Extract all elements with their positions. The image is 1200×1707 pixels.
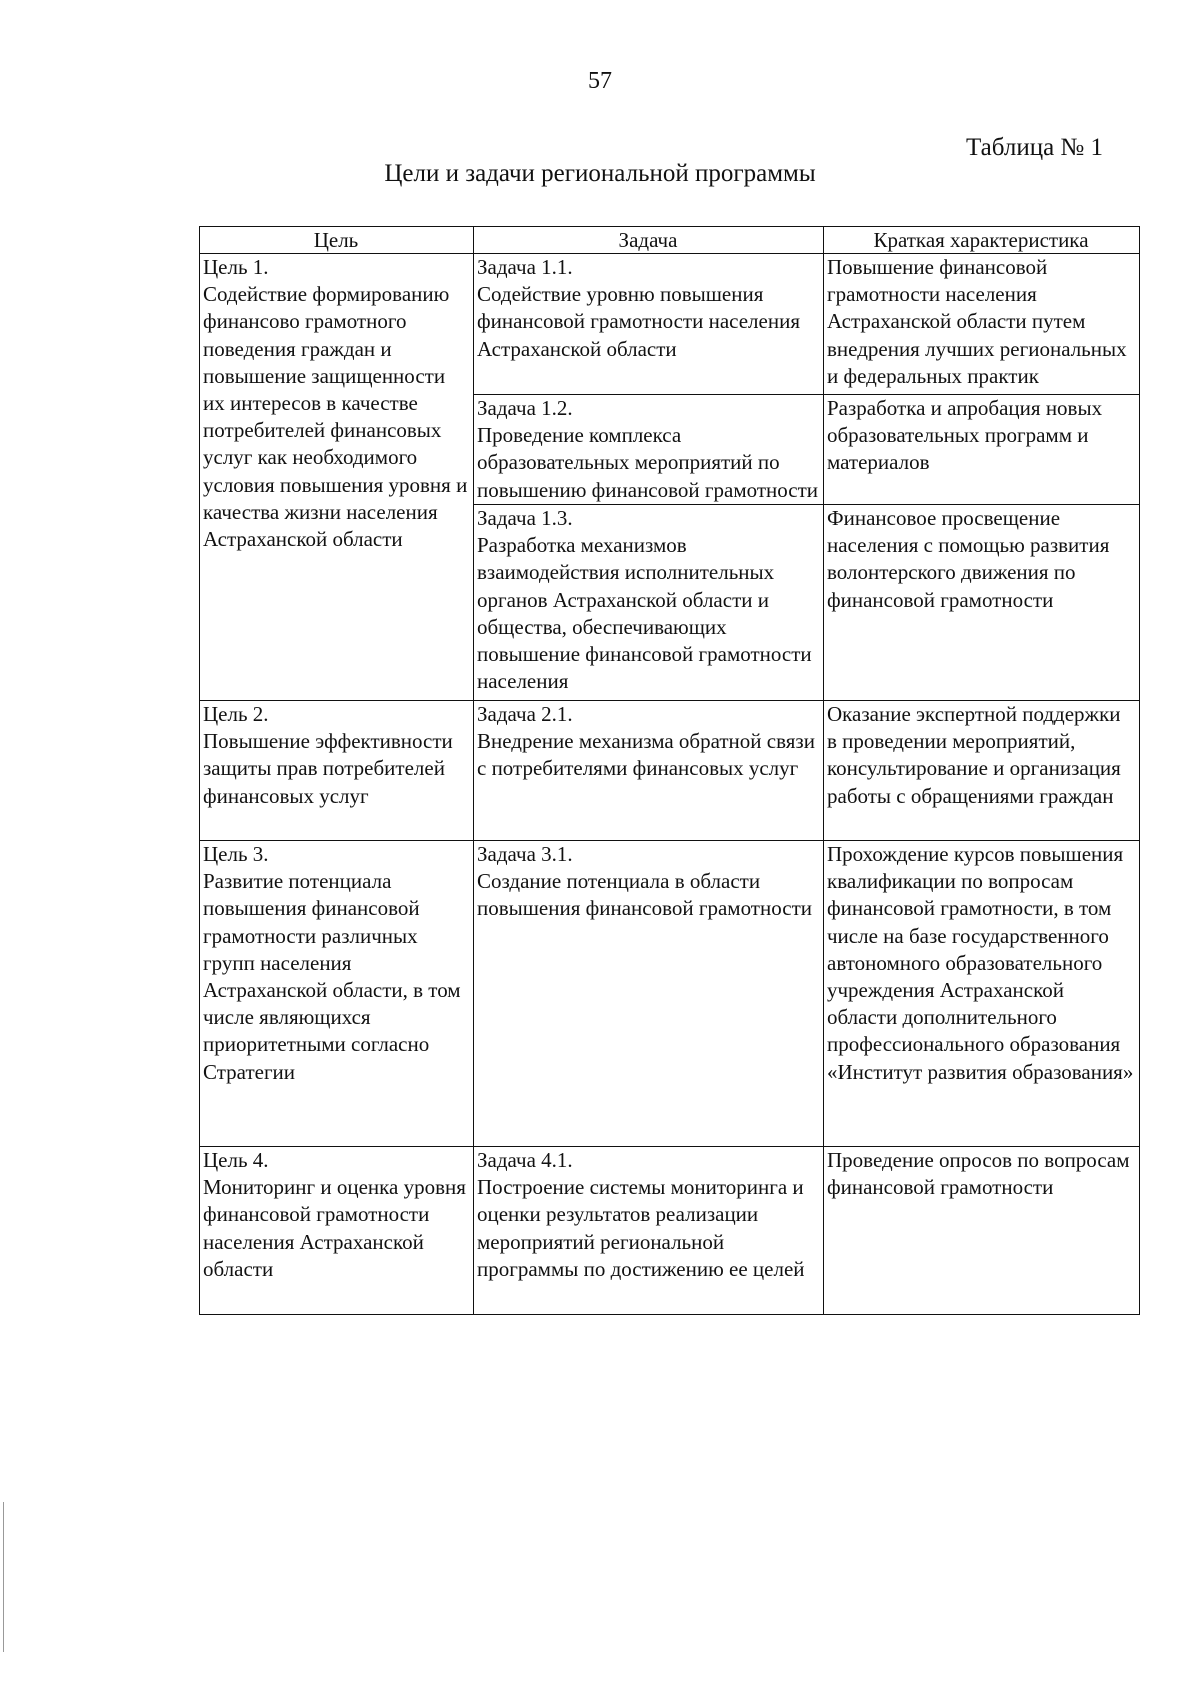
task-text: Создание потенциала в области повышения финансовой грамотности xyxy=(477,869,812,921)
goal-label: Цель 4. xyxy=(203,1148,269,1172)
table-row xyxy=(200,841,1140,1147)
task-cell xyxy=(474,701,824,841)
task-label: Задача 2.1. xyxy=(477,702,573,726)
column-header-task: Задача xyxy=(474,227,824,254)
task-cell xyxy=(474,395,824,505)
table-row xyxy=(200,254,1140,395)
task-label: Задача 1.2. xyxy=(477,396,573,420)
goal-text: Повышение эффективности защиты прав потребителей финансовых услуг xyxy=(203,729,453,808)
page-number: 57 xyxy=(588,68,612,94)
goal-cell xyxy=(200,841,474,1147)
description-cell: Финансовое просвещение населения с помощью развития волонтерского движения по финансовой грамотности xyxy=(824,505,1140,701)
task-cell xyxy=(474,1147,824,1315)
goals-table xyxy=(199,226,1140,1315)
description-cell: Повышение финансовой грамотности населения Астраханской области путем внедрения лучших региональных и федеральных практик xyxy=(824,254,1140,395)
description-cell: Разработка и апробация новых образовательных программ и материалов xyxy=(824,395,1140,505)
goal-text: Содействие формированию финансово грамотного поведения граждан и повышение защищенности их интересов в качестве потребителей финансовых услуг как необходимого условия повышения уровня и качества жизни населения Астраханской области xyxy=(203,282,468,552)
table-row xyxy=(200,1147,1140,1315)
task-label: Задача 1.1. xyxy=(477,255,573,279)
description-cell: Проведение опросов по вопросам финансовой грамотности xyxy=(824,1147,1140,1315)
column-header-goal: Цель xyxy=(200,227,474,254)
goal-label: Цель 1. xyxy=(203,255,269,279)
task-cell xyxy=(474,254,824,395)
table-label: Таблица № 1 xyxy=(966,134,1104,161)
task-cell xyxy=(474,505,824,701)
table-title: Цели и задачи региональной программы xyxy=(384,160,816,187)
task-text: Разработка механизмов взаимодействия исполнительных органов Астраханской области и общества, обеспечивающих повышение финансовой грамотности населения xyxy=(477,533,812,694)
goal-cell xyxy=(200,701,474,841)
goal-text: Развитие потенциала повышения финансовой грамотности различных групп населения Астраханской области, в том числе являющихся приоритетными согласно Стратегии xyxy=(203,869,461,1084)
task-cell xyxy=(474,841,824,1147)
table-header-row xyxy=(200,227,1140,254)
description-cell: Прохождение курсов повышения квалификации по вопросам финансовой грамотности, в том числе на базе государственного автономного образовательного учреждения Астраханской области дополнительного профессионального образования «Институт развития образования» xyxy=(824,841,1140,1147)
goal-label: Цель 3. xyxy=(203,842,269,866)
description-cell: Оказание экспертной поддержки в проведении мероприятий, консультирование и организация работы с обращениями граждан xyxy=(824,701,1140,841)
task-text: Проведение комплекса образовательных мероприятий по повышению финансовой грамотности xyxy=(477,423,819,502)
task-text: Содействие уровню повышения финансовой грамотности населения Астраханской области xyxy=(477,282,800,361)
table-row xyxy=(200,701,1140,841)
task-text: Внедрение механизма обратной связи с потребителями финансовых услуг xyxy=(477,729,815,781)
goal-cell xyxy=(200,254,474,701)
goal-cell xyxy=(200,1147,474,1315)
task-label: Задача 3.1. xyxy=(477,842,573,866)
goal-label: Цель 2. xyxy=(203,702,269,726)
scan-margin-line xyxy=(3,1502,4,1652)
goal-text: Мониторинг и оценка уровня финансовой грамотности населения Астраханской области xyxy=(203,1175,466,1281)
task-label: Задача 1.3. xyxy=(477,506,573,530)
task-text: Построение системы мониторинга и оценки результатов реализации мероприятий региональной программы по достижению ее целей xyxy=(477,1175,805,1281)
task-label: Задача 4.1. xyxy=(477,1148,573,1172)
column-header-description: Краткая характеристика xyxy=(824,227,1140,254)
